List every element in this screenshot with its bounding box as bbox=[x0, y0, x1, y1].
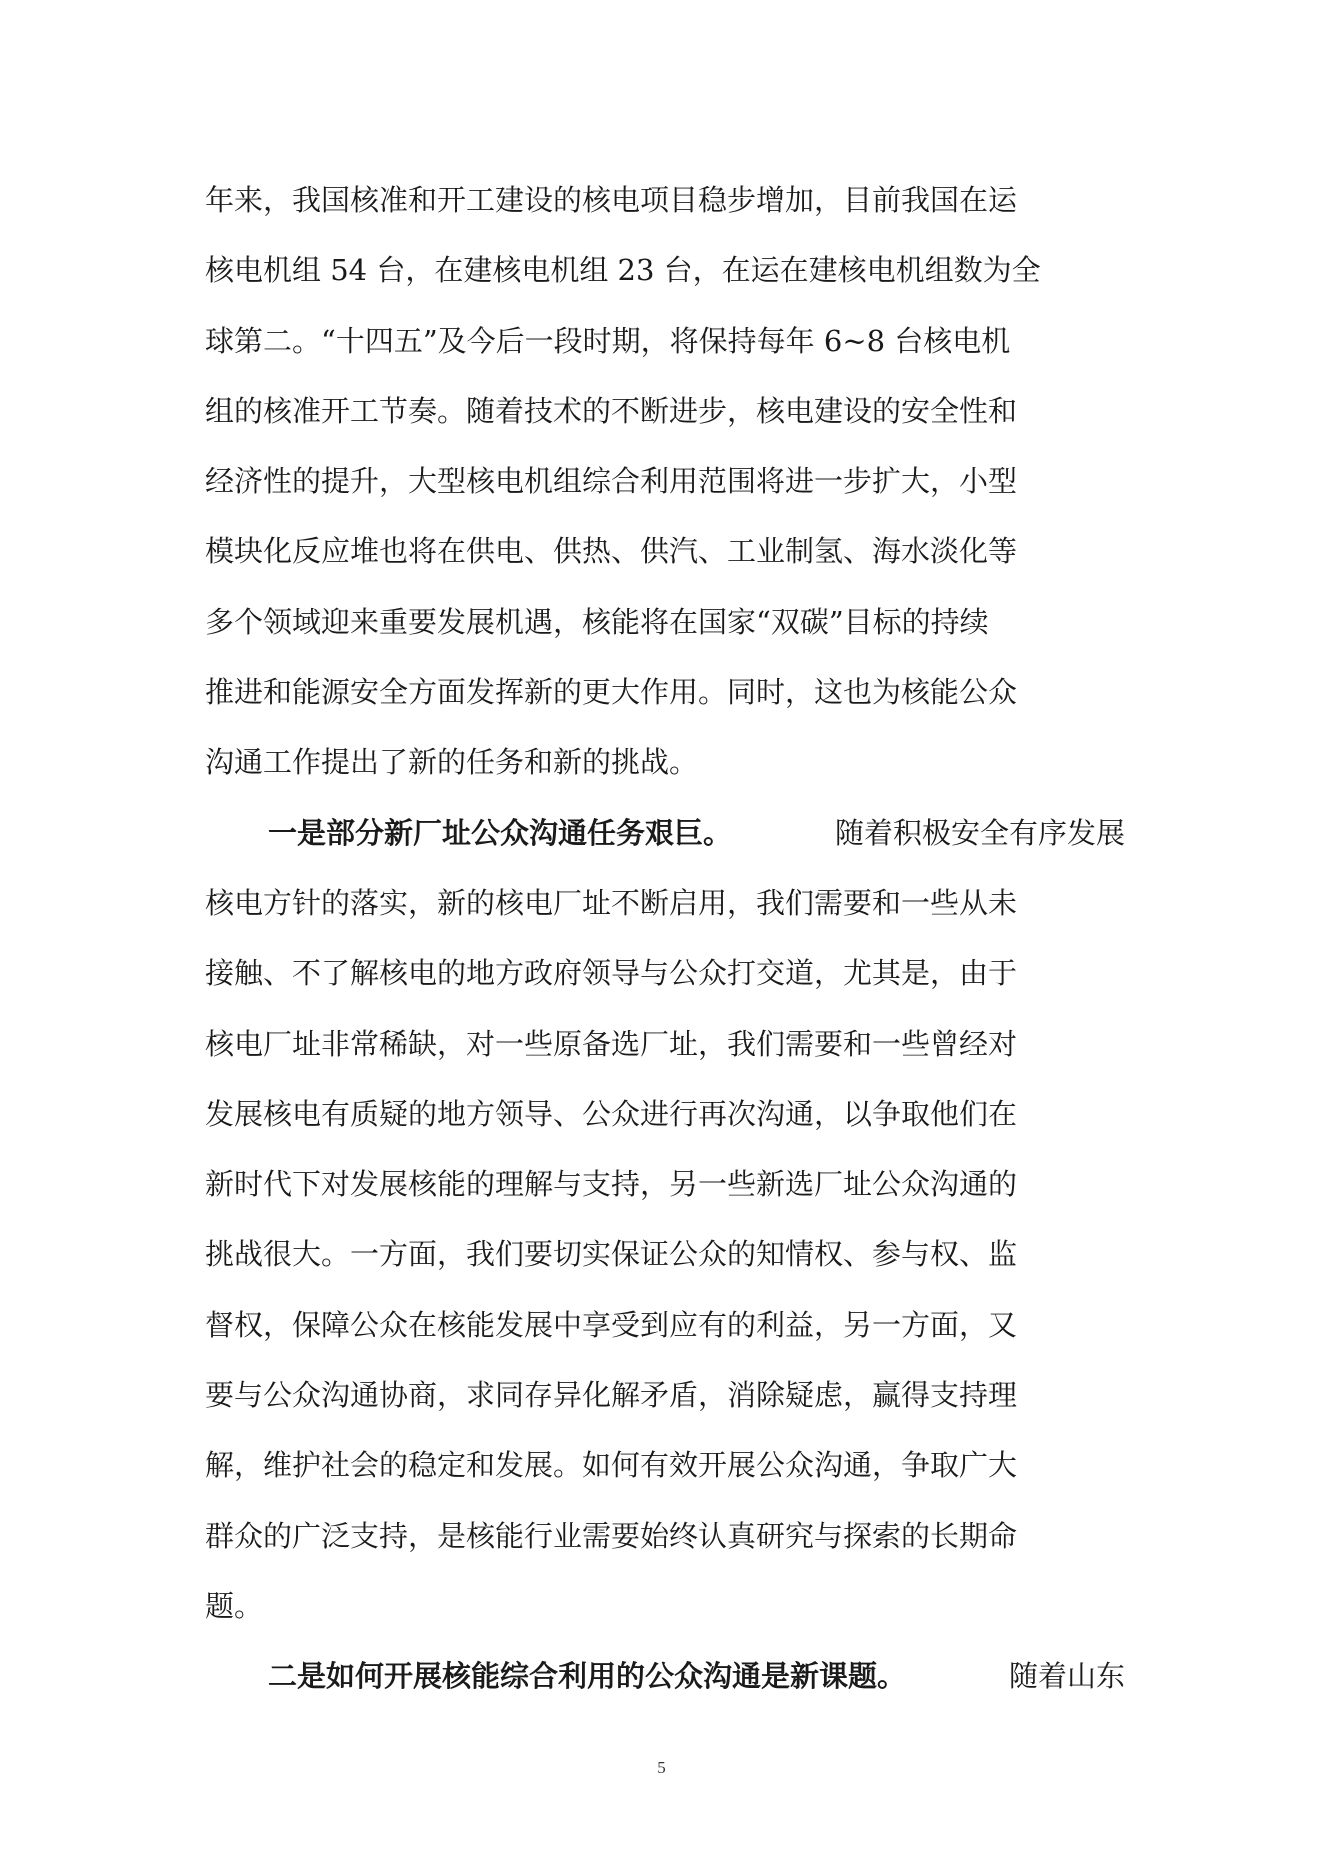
text-line bbox=[205, 165, 1125, 235]
text-line bbox=[205, 727, 1125, 797]
text-line bbox=[205, 1430, 1125, 1500]
line-text: 经济性的提升，大型核电机组综合利用范围将进一步扩大，小型 bbox=[205, 464, 1018, 499]
text-line bbox=[205, 938, 1125, 1008]
text-line bbox=[205, 516, 1125, 586]
text-line bbox=[205, 1009, 1125, 1079]
line-text: 解，维护社会的稳定和发展。如何有效开展公众沟通，争取广大 bbox=[205, 1448, 1018, 1483]
line-text: 挑战很大。一方面，我们要切实保证公众的知情权、参与权、监 bbox=[205, 1237, 1018, 1272]
line-text: 核电方针的落实，新的核电厂址不断启用，我们需要和一些从未 bbox=[205, 885, 1018, 920]
text-line bbox=[205, 1501, 1125, 1571]
page-number: 5 bbox=[657, 1758, 666, 1777]
text-line bbox=[205, 1571, 1125, 1641]
line-text: 题。 bbox=[205, 1588, 264, 1623]
text-line bbox=[205, 868, 1125, 938]
line-text: 沟通工作提出了新的任务和新的挑战。 bbox=[205, 745, 699, 780]
paragraph-first-line bbox=[205, 1641, 1125, 1711]
line-text: 发展核电有质疑的地方领导、公众进行再次沟通，以争取他们在 bbox=[205, 1096, 1018, 1131]
line-text: 球第二。“十四五”及今后一段时期，将保持每年 6~8 台核电机 bbox=[205, 323, 1011, 358]
line-text: 随着积极安全有序发展 bbox=[834, 815, 1125, 850]
line-text: 核电机组 54 台，在建核电机组 23 台，在运在建核电机组数为全 bbox=[205, 253, 1041, 288]
paragraph-heading: 一是部分新厂址公众沟通任务艰巨。 bbox=[268, 815, 733, 850]
paragraph-first-line bbox=[205, 798, 1125, 868]
line-text: 群众的广泛支持，是核能行业需要始终认真研究与探索的长期命 bbox=[205, 1518, 1018, 1553]
line-text: 模块化反应堆也将在供电、供热、供汽、工业制氢、海水淡化等 bbox=[205, 534, 1018, 569]
text-line bbox=[205, 235, 1125, 305]
line-text: 督权，保障公众在核能发展中享受到应有的利益，另一方面，又 bbox=[205, 1307, 1018, 1342]
text-line bbox=[205, 376, 1125, 446]
line-text: 核电厂址非常稀缺，对一些原备选厂址，我们需要和一些曾经对 bbox=[205, 1026, 1018, 1061]
line-text: 接触、不了解核电的地方政府领导与公众打交道，尤其是，由于 bbox=[205, 956, 1018, 991]
text-line bbox=[205, 306, 1125, 376]
text-line bbox=[205, 446, 1125, 516]
line-text: 年来，我国核准和开工建设的核电项目稳步增加，目前我国在运 bbox=[205, 183, 1018, 217]
line-text: 多个领域迎来重要发展机遇，核能将在国家“双碳”目标的持续 bbox=[205, 604, 989, 639]
line-text: 随着山东 bbox=[1008, 1659, 1125, 1694]
line-text: 要与公众沟通协商，求同存异化解矛盾，消除疑虑，赢得支持理 bbox=[205, 1378, 1018, 1413]
text-line bbox=[205, 1079, 1125, 1149]
line-text: 组的核准开工节奏。随着技术的不断进步，核电建设的安全性和 bbox=[205, 393, 1018, 428]
text-line bbox=[205, 587, 1125, 657]
paragraph-heading: 二是如何开展核能综合利用的公众沟通是新课题。 bbox=[268, 1659, 907, 1694]
text-line bbox=[205, 1149, 1125, 1219]
line-text: 推进和能源安全方面发挥新的更大作用。同时，这也为核能公众 bbox=[205, 675, 1018, 710]
body-text bbox=[205, 165, 1125, 1712]
line-text: 新时代下对发展核能的理解与支持，另一些新选厂址公众沟通的 bbox=[205, 1167, 1018, 1202]
text-line bbox=[205, 657, 1125, 727]
text-line bbox=[205, 1219, 1125, 1289]
text-line bbox=[205, 1360, 1125, 1430]
text-line bbox=[205, 1290, 1125, 1360]
